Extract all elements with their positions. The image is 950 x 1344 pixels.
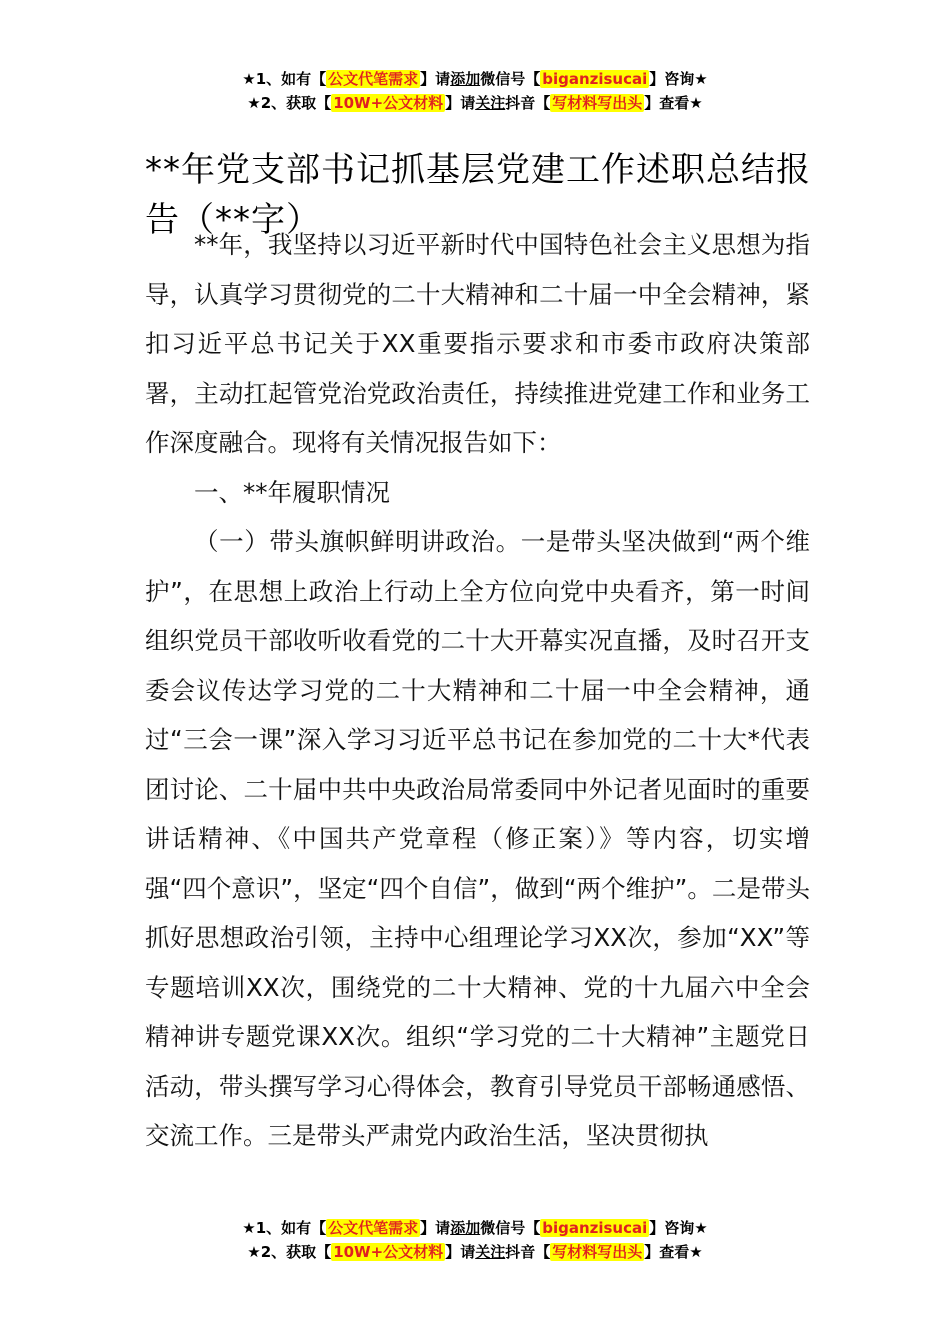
- promo-text: 】咨询★: [649, 70, 708, 88]
- footer-promo-banner: [0, 1217, 950, 1265]
- body-paragraph: （一）带头旗帜鲜明讲政治。一是带头坚决做到“两个维护”，在思想上政治上行动上全方位向党中央看齐，第一时间组织党员干部收听收看党的二十大开幕实况直播，及时召开支委会议传达学习党的二十大精神和二十届一中全会精神，通过“三会一课”深入学习习近平总书记在参加党的二十大*代表团讨论、二十届中共中央政治局常委同中外记者见面时的重要讲话精神、《中国共产党章程（修正案）》等内容，切实增强“四个意识”，坚定“四个自信”，做到“两个维护”。二是带头抓好思想政治引领，主持中心组理论学习XX次，参加“XX”等专题培训XX次，围绕党的二十大精神、党的十九届六中全会精神讲专题党课XX次。组织“学习党的二十大精神”主题党日活动，带头撰写学习心得体会，教育引导党员干部畅通感悟、交流工作。三是带头严肃党内政治生活，坚决贯彻执: [145, 527, 810, 1150]
- promo-text: 】查看★: [644, 94, 703, 112]
- document-title: **年党支部书记抓基层党建工作述职总结报告（**字）: [145, 149, 811, 240]
- promo-text: 】查看★: [644, 1243, 703, 1261]
- promo-emphasis: 添加: [450, 70, 481, 88]
- promo-text: 】请: [445, 1243, 476, 1261]
- promo-highlight: 公文代笔需求: [328, 70, 419, 88]
- promo-text: 抖音【: [505, 94, 551, 112]
- header-promo-banner: [0, 68, 950, 116]
- promo-text: ★2、获取【: [247, 94, 332, 112]
- promo-emphasis: 关注: [475, 1243, 506, 1261]
- promo-text: 】请: [420, 1219, 451, 1237]
- promo-highlight: 写材料写出头: [552, 94, 643, 112]
- promo-emphasis: 关注: [475, 94, 506, 112]
- promo-highlight: 写材料写出头: [552, 1243, 643, 1261]
- promo-text: 微信号【: [480, 70, 541, 88]
- promo-highlight: biganzisucai: [542, 1219, 648, 1237]
- promo-text: 】请: [420, 70, 451, 88]
- promo-highlight: 公文代笔需求: [328, 1219, 419, 1237]
- promo-line-1: [0, 68, 950, 92]
- promo-text: 抖音【: [505, 1243, 551, 1261]
- promo-text: 微信号【: [480, 1219, 541, 1237]
- promo-emphasis: 添加: [450, 1219, 481, 1237]
- promo-line-2: [0, 92, 950, 116]
- document-body: [145, 220, 810, 1161]
- promo-highlight: biganzisucai: [542, 70, 648, 88]
- promo-text: ★2、获取【: [247, 1243, 332, 1261]
- promo-text: 】咨询★: [649, 1219, 708, 1237]
- promo-highlight: 10W+公文材料: [333, 1243, 444, 1261]
- intro-paragraph: **年，我坚持以习近平新时代中国特色社会主义思想为指导，认真学习贯彻党的二十大精神和二十届一中全会精神，紧扣习近平总书记关于XX重要指示要求和市委市政府决策部署，主动扛起管党治党政治责任，持续推进党建工作和业务工作深度融合。现将有关情况报告如下：: [145, 230, 810, 457]
- promo-text: 】请: [445, 94, 476, 112]
- promo-line-1: [0, 1217, 950, 1241]
- section-heading: 一、**年履职情况: [194, 477, 390, 507]
- promo-highlight: 10W+公文材料: [333, 94, 444, 112]
- promo-text: ★1、如有【: [242, 1219, 327, 1237]
- promo-line-2: [0, 1241, 950, 1265]
- promo-text: ★1、如有【: [242, 70, 327, 88]
